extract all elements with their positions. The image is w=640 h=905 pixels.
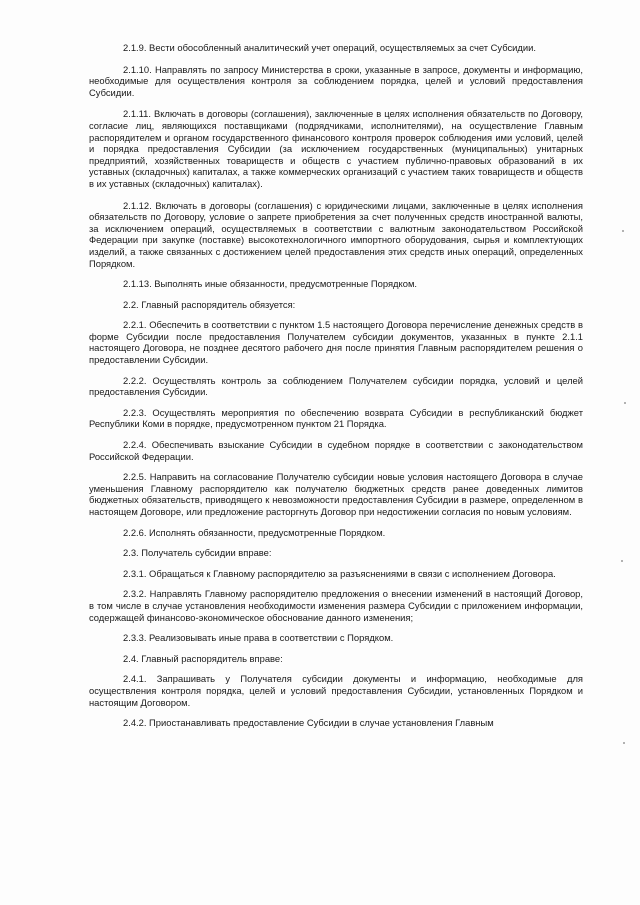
clause-2-2-2: 2.2.2. Осуществлять контроль за соблюдением Получателем субсидии порядка, условий и целей предоставления Субсидии. <box>89 374 583 398</box>
clause-2-1-13: 2.1.13. Выполнять иные обязанности, предусмотренные Порядком. <box>123 278 417 290</box>
scan-speck <box>623 742 625 744</box>
clause-2-4-2: 2.4.2. Приостанавливать предоставление Субсидии в случае установления Главным <box>123 717 494 729</box>
clause-2-2-5: 2.2.5. Направить на согласование Получателю субсидии новые условия настоящего Договора в случае уменьшения Главному распорядителю как получателю бюджетных средств ранее доведенных лимитов бюджетных обязательств, приводящего к невозможности предоставления Субсидии в размере, определенном в настоящем Договоре, или предложение расторгнуть Договор при недостижении согласия по новым условиям. <box>89 471 583 517</box>
clause-2-3-3: 2.3.3. Реализовывать иные права в соответствии с Порядком. <box>123 632 394 644</box>
scan-speck <box>622 230 624 232</box>
clause-2-1-12: 2.1.12. Включать в договоры (соглашения) с юридическими лицами, заключенные в целях исполнения обязательств по Договору, условие о запрете приобретения за счет полученных средств иностранной валюты, за исключением операций, осуществляемых в соответствии с валютным законодательством Российской Федерации при закупке (поставке) высокотехнологичного импортного оборудования, сырья и комплектующих изделий, а также связанных с достижением целей предоставления этих средств иных операций, определенных Порядком. <box>89 199 583 269</box>
clause-2-2-3: 2.2.3. Осуществлять мероприятия по обеспечению возврата Субсидии в республиканский бюджет Республики Коми в порядке, предусмотренном пунктом 21 Порядка. <box>89 406 583 430</box>
clause-2-1-10: 2.1.10. Направлять по запросу Министерства в сроки, указанные в запросе, документы и информацию, необходимые для осуществления контроля за соблюдением порядка, целей и условий предоставления Субсидии. <box>89 63 583 98</box>
scan-speck <box>624 402 626 404</box>
clause-2-2-1: 2.2.1. Обеспечить в соответствии с пунктом 1.5 настоящего Договора перечисление денежных средств в форме Субсидии после предоставления Получателем субсидии документов, указанных в пункте 2.1.1 настоящего Договора, не позднее десятого рабочего дня после принятия Главным распорядителем решения о предоставлении Субсидии. <box>89 319 583 366</box>
clause-2-4-1: 2.4.1. Запрашивать у Получателя субсидии документы и информацию, необходимые для осуществления контроля порядка, целей и условий предоставления Субсидии, установленных Порядком и настоящим Договором. <box>89 673 583 708</box>
clause-2-3-2: 2.3.2. Направлять Главному распорядителю предложения о внесении изменений в настоящий Договор, в том числе в случае установления необходимости изменения размера Субсидии с приложением информации, содержащей финансово-экономическое обоснование данного изменения; <box>89 588 583 623</box>
scan-speck <box>621 560 623 562</box>
clause-2-2-4: 2.2.4. Обеспечивать взыскание Субсидии в судебном порядке в соответствии с законодательством Российской Федерации. <box>89 439 583 462</box>
clause-2-2-6: 2.2.6. Исполнять обязанности, предусмотренные Порядком. <box>123 526 386 538</box>
clause-2-3-1: 2.3.1. Обращаться к Главному распорядителю за разъяснениями в связи с исполнением Договора. <box>123 567 556 579</box>
document-body <box>89 42 583 729</box>
clause-2-1-9: 2.1.9. Вести обособленный аналитический учет операций, осуществляемых за счет Субсидии. <box>123 42 536 53</box>
section-2-3-heading: 2.3. Получатель субсидии вправе: <box>123 547 272 559</box>
section-2-4-heading: 2.4. Главный распорядитель вправе: <box>123 652 283 664</box>
clause-2-1-11: 2.1.11. Включать в договоры (соглашения), заключенные в целях исполнения обязательств по Договору, согласие лиц, являющихся поставщиками (подрядчиками, исполнителями), на осуществление Главным распорядителем и органом государственного финансового контроля проверок соблюдения ими условий, целей и порядка предоставления Субсидии (за исключением государственных (муниципальных) унитарных предприятий, хозяйственных товариществ и обществ с участием публично-правовых образований в их уставных (складочных) капиталах, а также коммерческих организаций с участием таких товариществ и обществ в их уставных (складочных) капиталах). <box>89 108 583 189</box>
section-2-2-heading: 2.2. Главный распорядитель обязуется: <box>123 298 296 310</box>
